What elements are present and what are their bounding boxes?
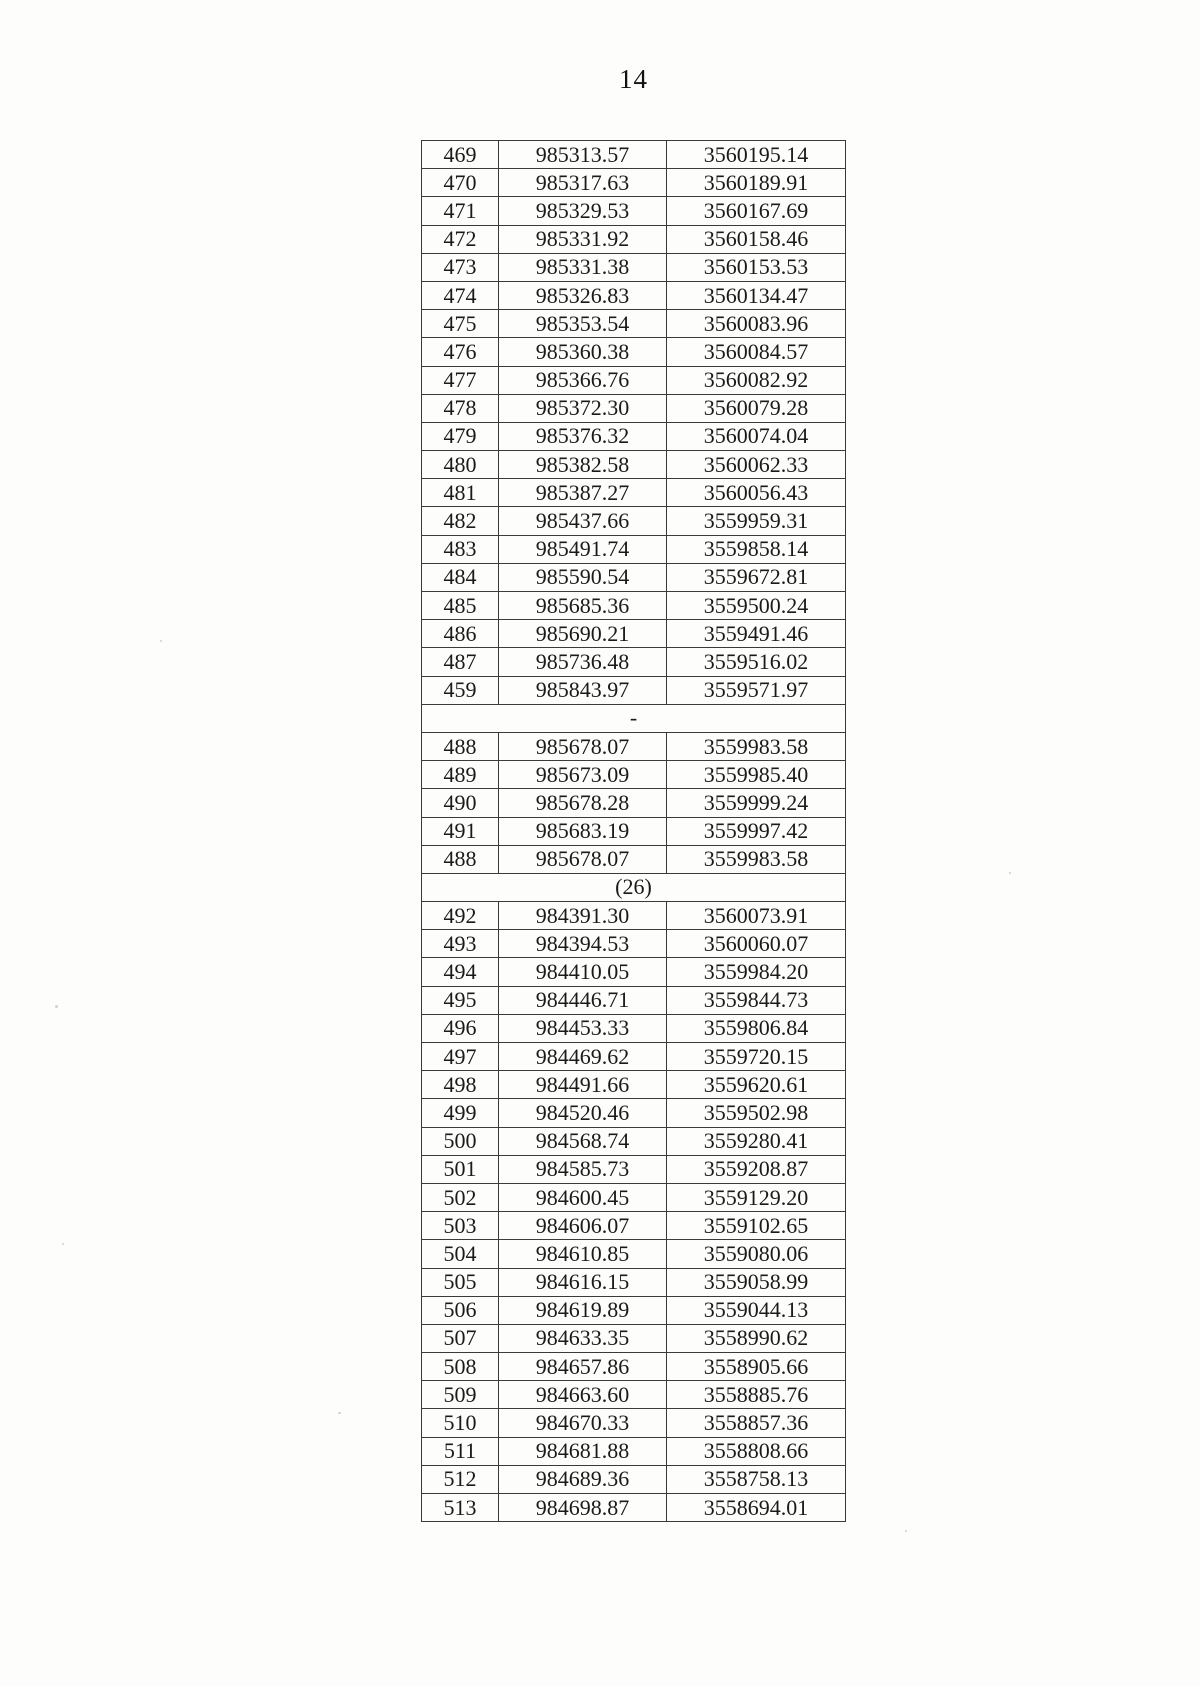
point-id-cell: 504 xyxy=(422,1240,499,1268)
page-number: 14 xyxy=(619,64,648,94)
point-id-cell: 493 xyxy=(422,930,499,958)
table-row xyxy=(422,422,846,450)
table-row xyxy=(422,1465,846,1493)
y-coordinate-cell: 3559858.14 xyxy=(667,535,846,563)
point-id-cell: 482 xyxy=(422,507,499,535)
x-coordinate-cell: 985678.28 xyxy=(499,789,667,817)
point-id-cell: 509 xyxy=(422,1381,499,1409)
x-coordinate-cell: 985382.58 xyxy=(499,451,667,479)
table-row xyxy=(422,1127,846,1155)
x-coordinate-cell: 985372.30 xyxy=(499,394,667,422)
point-id-cell: 490 xyxy=(422,789,499,817)
table-row xyxy=(422,197,846,225)
x-coordinate-cell: 984410.05 xyxy=(499,958,667,986)
y-coordinate-cell: 3559983.58 xyxy=(667,845,846,873)
table-row xyxy=(422,310,846,338)
x-coordinate-cell: 984633.35 xyxy=(499,1324,667,1352)
point-id-cell: 499 xyxy=(422,1099,499,1127)
x-coordinate-cell: 985317.63 xyxy=(499,169,667,197)
table-row xyxy=(422,761,846,789)
y-coordinate-cell: 3559080.06 xyxy=(667,1240,846,1268)
x-coordinate-cell: 985387.27 xyxy=(499,479,667,507)
table-row xyxy=(422,676,846,704)
point-id-cell: 505 xyxy=(422,1268,499,1296)
point-id-cell: 473 xyxy=(422,253,499,281)
point-id-cell: 484 xyxy=(422,563,499,591)
point-id-cell: 477 xyxy=(422,366,499,394)
point-id-cell: 503 xyxy=(422,1212,499,1240)
x-coordinate-cell: 984610.85 xyxy=(499,1240,667,1268)
y-coordinate-cell: 3560195.14 xyxy=(667,141,846,169)
x-coordinate-cell: 985590.54 xyxy=(499,563,667,591)
table-row xyxy=(422,986,846,1014)
x-coordinate-cell: 985685.36 xyxy=(499,592,667,620)
y-coordinate-cell: 3560060.07 xyxy=(667,930,846,958)
x-coordinate-cell: 984670.33 xyxy=(499,1409,667,1437)
y-coordinate-cell: 3559500.24 xyxy=(667,592,846,620)
y-coordinate-cell: 3559983.58 xyxy=(667,732,846,760)
x-coordinate-cell: 984520.46 xyxy=(499,1099,667,1127)
x-coordinate-cell: 984568.74 xyxy=(499,1127,667,1155)
x-coordinate-cell: 985673.09 xyxy=(499,761,667,789)
table-row xyxy=(422,281,846,309)
y-coordinate-cell: 3558694.01 xyxy=(667,1494,846,1522)
scan-noise xyxy=(905,1530,907,1532)
point-id-cell: 488 xyxy=(422,732,499,760)
y-coordinate-cell: 3560189.91 xyxy=(667,169,846,197)
table-row xyxy=(422,1409,846,1437)
point-id-cell: 513 xyxy=(422,1494,499,1522)
y-coordinate-cell: 3558990.62 xyxy=(667,1324,846,1352)
scan-noise xyxy=(55,1005,58,1008)
y-coordinate-cell: 3559491.46 xyxy=(667,620,846,648)
x-coordinate-cell: 984391.30 xyxy=(499,902,667,930)
table-row xyxy=(422,225,846,253)
point-id-cell: 497 xyxy=(422,1043,499,1071)
y-coordinate-cell: 3559620.61 xyxy=(667,1071,846,1099)
x-coordinate-cell: 984657.86 xyxy=(499,1353,667,1381)
y-coordinate-cell: 3558905.66 xyxy=(667,1353,846,1381)
table-row xyxy=(422,1268,846,1296)
table-row xyxy=(422,1494,846,1522)
table-row xyxy=(422,1099,846,1127)
point-id-cell: 507 xyxy=(422,1324,499,1352)
x-coordinate-cell: 984681.88 xyxy=(499,1437,667,1465)
y-coordinate-cell: 3559806.84 xyxy=(667,1014,846,1042)
table-row xyxy=(422,1296,846,1324)
scan-noise xyxy=(1009,872,1011,874)
table-row xyxy=(422,732,846,760)
y-coordinate-cell: 3559516.02 xyxy=(667,648,846,676)
point-id-cell: 480 xyxy=(422,451,499,479)
x-coordinate-cell: 985683.19 xyxy=(499,817,667,845)
x-coordinate-cell: 984600.45 xyxy=(499,1183,667,1211)
x-coordinate-cell: 984663.60 xyxy=(499,1381,667,1409)
table-row xyxy=(422,141,846,169)
table-row xyxy=(422,479,846,507)
point-id-cell: 512 xyxy=(422,1465,499,1493)
table-row xyxy=(422,1324,846,1352)
point-id-cell: 510 xyxy=(422,1409,499,1437)
scan-noise xyxy=(160,640,162,642)
point-id-cell: 469 xyxy=(422,141,499,169)
table-row xyxy=(422,169,846,197)
x-coordinate-cell: 984491.66 xyxy=(499,1071,667,1099)
table-row xyxy=(422,1437,846,1465)
x-coordinate-cell: 985491.74 xyxy=(499,535,667,563)
y-coordinate-cell: 3560083.96 xyxy=(667,310,846,338)
x-coordinate-cell: 984469.62 xyxy=(499,1043,667,1071)
x-coordinate-cell: 984689.36 xyxy=(499,1465,667,1493)
x-coordinate-cell: 984453.33 xyxy=(499,1014,667,1042)
group-separator-label: (26) xyxy=(422,873,846,901)
table-row xyxy=(422,1353,846,1381)
point-id-cell: 500 xyxy=(422,1127,499,1155)
point-id-cell: 472 xyxy=(422,225,499,253)
x-coordinate-cell: 984585.73 xyxy=(499,1155,667,1183)
y-coordinate-cell: 3560074.04 xyxy=(667,422,846,450)
point-id-cell: 474 xyxy=(422,281,499,309)
point-id-cell: 511 xyxy=(422,1437,499,1465)
y-coordinate-cell: 3559502.98 xyxy=(667,1099,846,1127)
x-coordinate-cell: 985843.97 xyxy=(499,676,667,704)
point-id-cell: 481 xyxy=(422,479,499,507)
y-coordinate-cell: 3559985.40 xyxy=(667,761,846,789)
x-coordinate-cell: 985690.21 xyxy=(499,620,667,648)
table-row xyxy=(422,817,846,845)
x-coordinate-cell: 984698.87 xyxy=(499,1494,667,1522)
y-coordinate-cell: 3558758.13 xyxy=(667,1465,846,1493)
point-id-cell: 475 xyxy=(422,310,499,338)
group-separator-label: - xyxy=(422,704,846,732)
x-coordinate-cell: 985331.38 xyxy=(499,253,667,281)
table-row xyxy=(422,563,846,591)
coordinates-table xyxy=(421,140,846,1522)
table-row xyxy=(422,592,846,620)
point-id-cell: 495 xyxy=(422,986,499,1014)
point-id-cell: 489 xyxy=(422,761,499,789)
point-id-cell: 459 xyxy=(422,676,499,704)
point-id-cell: 485 xyxy=(422,592,499,620)
x-coordinate-cell: 985736.48 xyxy=(499,648,667,676)
group-separator-row xyxy=(422,873,846,901)
x-coordinate-cell: 984446.71 xyxy=(499,986,667,1014)
y-coordinate-cell: 3560073.91 xyxy=(667,902,846,930)
point-id-cell: 486 xyxy=(422,620,499,648)
point-id-cell: 498 xyxy=(422,1071,499,1099)
table-row xyxy=(422,253,846,281)
table-row xyxy=(422,1183,846,1211)
y-coordinate-cell: 3559999.24 xyxy=(667,789,846,817)
x-coordinate-cell: 985678.07 xyxy=(499,732,667,760)
y-coordinate-cell: 3559280.41 xyxy=(667,1127,846,1155)
y-coordinate-cell: 3559208.87 xyxy=(667,1155,846,1183)
y-coordinate-cell: 3559844.73 xyxy=(667,986,846,1014)
table-row xyxy=(422,845,846,873)
table-row xyxy=(422,394,846,422)
table-row xyxy=(422,930,846,958)
point-id-cell: 478 xyxy=(422,394,499,422)
y-coordinate-cell: 3560062.33 xyxy=(667,451,846,479)
table-row xyxy=(422,620,846,648)
y-coordinate-cell: 3559959.31 xyxy=(667,507,846,535)
point-id-cell: 502 xyxy=(422,1183,499,1211)
table-row xyxy=(422,1240,846,1268)
table-row xyxy=(422,1071,846,1099)
y-coordinate-cell: 3560082.92 xyxy=(667,366,846,394)
x-coordinate-cell: 985331.92 xyxy=(499,225,667,253)
point-id-cell: 496 xyxy=(422,1014,499,1042)
point-id-cell: 471 xyxy=(422,197,499,225)
x-coordinate-cell: 985353.54 xyxy=(499,310,667,338)
point-id-cell: 488 xyxy=(422,845,499,873)
table-row xyxy=(422,958,846,986)
group-separator-row xyxy=(422,704,846,732)
y-coordinate-cell: 3559102.65 xyxy=(667,1212,846,1240)
point-id-cell: 487 xyxy=(422,648,499,676)
x-coordinate-cell: 985313.57 xyxy=(499,141,667,169)
y-coordinate-cell: 3559984.20 xyxy=(667,958,846,986)
x-coordinate-cell: 984616.15 xyxy=(499,1268,667,1296)
y-coordinate-cell: 3559044.13 xyxy=(667,1296,846,1324)
x-coordinate-cell: 985376.32 xyxy=(499,422,667,450)
table-row xyxy=(422,366,846,394)
table-row xyxy=(422,789,846,817)
y-coordinate-cell: 3560158.46 xyxy=(667,225,846,253)
table-row xyxy=(422,1155,846,1183)
table-row xyxy=(422,1043,846,1071)
y-coordinate-cell: 3560153.53 xyxy=(667,253,846,281)
point-id-cell: 492 xyxy=(422,902,499,930)
table-row xyxy=(422,648,846,676)
point-id-cell: 479 xyxy=(422,422,499,450)
x-coordinate-cell: 985326.83 xyxy=(499,281,667,309)
point-id-cell: 476 xyxy=(422,338,499,366)
x-coordinate-cell: 985329.53 xyxy=(499,197,667,225)
y-coordinate-cell: 3559129.20 xyxy=(667,1183,846,1211)
x-coordinate-cell: 985437.66 xyxy=(499,507,667,535)
point-id-cell: 470 xyxy=(422,169,499,197)
table-row xyxy=(422,1381,846,1409)
y-coordinate-cell: 3560167.69 xyxy=(667,197,846,225)
table-row xyxy=(422,535,846,563)
table-row xyxy=(422,451,846,479)
y-coordinate-cell: 3559571.97 xyxy=(667,676,846,704)
y-coordinate-cell: 3560079.28 xyxy=(667,394,846,422)
point-id-cell: 483 xyxy=(422,535,499,563)
x-coordinate-cell: 984619.89 xyxy=(499,1296,667,1324)
table-row xyxy=(422,1212,846,1240)
point-id-cell: 491 xyxy=(422,817,499,845)
y-coordinate-cell: 3558808.66 xyxy=(667,1437,846,1465)
point-id-cell: 506 xyxy=(422,1296,499,1324)
y-coordinate-cell: 3559720.15 xyxy=(667,1043,846,1071)
point-id-cell: 508 xyxy=(422,1353,499,1381)
x-coordinate-cell: 984394.53 xyxy=(499,930,667,958)
x-coordinate-cell: 985366.76 xyxy=(499,366,667,394)
point-id-cell: 494 xyxy=(422,958,499,986)
x-coordinate-cell: 985678.07 xyxy=(499,845,667,873)
point-id-cell: 501 xyxy=(422,1155,499,1183)
y-coordinate-cell: 3560056.43 xyxy=(667,479,846,507)
y-coordinate-cell: 3559058.99 xyxy=(667,1268,846,1296)
y-coordinate-cell: 3559997.42 xyxy=(667,817,846,845)
x-coordinate-cell: 985360.38 xyxy=(499,338,667,366)
y-coordinate-cell: 3558857.36 xyxy=(667,1409,846,1437)
y-coordinate-cell: 3558885.76 xyxy=(667,1381,846,1409)
scan-noise xyxy=(338,1412,341,1414)
y-coordinate-cell: 3560084.57 xyxy=(667,338,846,366)
table-row xyxy=(422,1014,846,1042)
table-row xyxy=(422,902,846,930)
table-row xyxy=(422,338,846,366)
y-coordinate-cell: 3560134.47 xyxy=(667,281,846,309)
x-coordinate-cell: 984606.07 xyxy=(499,1212,667,1240)
y-coordinate-cell: 3559672.81 xyxy=(667,563,846,591)
table-row xyxy=(422,507,846,535)
scan-noise xyxy=(62,1243,64,1245)
